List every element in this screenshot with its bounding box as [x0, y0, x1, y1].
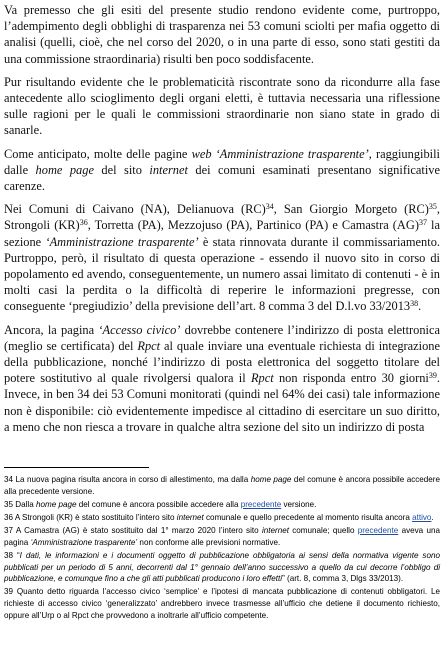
footnote-text: Dalla [13, 499, 36, 509]
paragraph-text: dei comuni esaminati presentano significative carenze. [4, 162, 440, 194]
footnote-text: versione. [281, 499, 317, 509]
precedente-link[interactable]: precedente [240, 499, 282, 509]
italic-term: home page [35, 499, 77, 509]
italic-term: home page [35, 162, 94, 177]
footnote-ref-38[interactable]: 38 [410, 299, 419, 309]
footnote-text: comunale e quello precedente al momento risulta ancora [203, 512, 413, 522]
paragraph-text: al quale inviare una eventuale richiesta di integrazione della pubblicazione, nonché l’indirizzo di posta elettronica del soggetto titolare del potere sostitutivo al quale rivolgersi qualora il [4, 338, 440, 386]
footnotes [4, 474, 440, 623]
footnote-number: 35 [4, 499, 14, 509]
paragraph-text: dovrebbe contenere l’indirizzo di posta elettronica (meglio se certificata) del [4, 322, 440, 353]
footnote-39 [4, 586, 440, 621]
paragraph-text: del sito [93, 162, 150, 177]
paragraph-5 [4, 322, 440, 435]
footnote-ref-39[interactable]: 39 [428, 371, 437, 381]
footnote-text: del comune è ancora possibile accedere alla [76, 499, 241, 509]
paragraph-text: la sezione [4, 218, 440, 249]
precedente-link[interactable]: precedente [357, 526, 399, 536]
footnote-text: Quanto detto riguarda l’accesso civico ‘semplice’ e l’ipotesi di mancata pubblicazione di contenuti obbligatori. Le richieste di accesso civico ‘generalizzato’ andrebbero invece trasmesse all’ufficio che detiene il documento richiesto, oppure all’Urp o al Rpct che provvedono a inoltrarle all’ufficio competente. [4, 587, 440, 620]
footnote-text: . [431, 512, 434, 522]
paragraph-text: Pur risultando evidente che le problematicità riscontrate sono da ricondurre alla fase antecedente allo scioglimento degli organi eletti, è tuttavia necessaria una riflessione sulle ragioni per le quali le commissioni straordinarie non siano state in grado di sanarle. [4, 74, 440, 138]
footnote-number: 37 [4, 526, 14, 536]
footnote-36 [4, 512, 440, 524]
paragraph-text: , San Giorgio Morgeto (RC) [273, 202, 429, 217]
footnote-separator [4, 467, 149, 468]
italic-term: ‘Accesso civico’ [98, 322, 181, 337]
italic-term: ‘Amministrazione trasparente’ [30, 537, 138, 547]
italic-term: home page [250, 475, 292, 484]
paragraph-text: Nei Comuni di Caivano (NA), Delianuova (RC) [4, 202, 266, 217]
paragraph-text: , Strongoli (KR) [4, 202, 440, 233]
paragraph-1 [4, 2, 440, 67]
footnote-text: “ [13, 550, 20, 560]
footnote-35 [4, 499, 440, 511]
italic-quote: I dati, le informazioni e i documenti oggetto di pubblicazione obbligatoria ai sensi della normativa vigente sono pubblicati per un periodo di 5 anni, decorrenti dal 1° gennaio dell’anno successivo a quello da cui decorre l’obbligo di pubblicazione, e comunque fino a che gli atti pubblicati producono i loro effetti [4, 550, 440, 584]
footnote-ref-35[interactable]: 35 [428, 202, 437, 212]
footnote-number: 39 [4, 587, 14, 597]
page-body [4, 2, 440, 442]
italic-term: Rpct [250, 371, 274, 386]
footnote-text: del comune è ancora possibile accedere alla precedente versione. [4, 475, 440, 496]
footnote-ref-34[interactable]: 34 [265, 202, 274, 212]
paragraph-4 [4, 201, 440, 314]
italic-term: web ‘Amministrazione trasparente’ [191, 146, 369, 161]
footnote-text: ” (art. 8, comma 3, Dlgs 33/2013). [282, 574, 404, 584]
footnote-number: 36 [4, 512, 14, 522]
footnote-34 [4, 474, 440, 497]
paragraph-text: Ancora, la pagina [4, 322, 99, 337]
footnote-number: 38 [4, 550, 14, 560]
footnote-37 [4, 525, 440, 548]
italic-term: internet [176, 512, 204, 522]
paragraph-text: non risponda entro 30 giorni [273, 371, 429, 386]
footnote-number: 34 [4, 475, 14, 484]
footnote-text: non conforme alle previsioni normative. [137, 537, 281, 547]
paragraph-text: Va premesso che gli esiti del presente studio rendono evidente come, purtroppo, l’adempimento degli obblighi di trasparenza nei 53 comuni sciolti per mafia oggetto di analisi (quelli, cioè, che nel corso del 2020, o in una parte di esso, sono stati gestiti da una commissione straordinaria) risulti ben poco soddisfacente. [4, 3, 440, 66]
italic-term: internet [261, 526, 289, 536]
footnote-38 [4, 550, 440, 585]
paragraph-text: . [418, 299, 422, 314]
paragraph-3 [4, 146, 440, 195]
paragraph-2 [4, 74, 440, 139]
footnote-text: comunale; quello [288, 526, 358, 536]
footnote-ref-36[interactable]: 36 [79, 218, 88, 228]
footnote-text: La nuova pagina risulta ancora in corso di allestimento, ma dalla [13, 475, 251, 484]
footnote-text: A Camastra (AG) è stato sostituito dal 1° marzo 2020 l’intero sito [13, 526, 262, 536]
paragraph-text: , raggiungibili dalle [4, 146, 440, 177]
footnote-text: aveva una pagina [4, 526, 440, 547]
paragraph-text: . Invece, in ben 34 dei 53 Comuni monitorati (quindi nel 64% dei casi) tale informazione non è disponibile: ciò evidentemente impedisce al cittadino di esercitare un suo diritto, a meno che non riesca a trovare in qualche altra sezione del sito un indirizzo di posta [4, 371, 440, 434]
paragraph-text: Come anticipato, molte delle pagine [4, 146, 192, 161]
italic-term: internet [149, 162, 188, 177]
paragraph-text: , Torretta (PA), Mezzojuso (PA), Partinico (PA) e Camastra (AG) [87, 218, 419, 233]
italic-term: Rpct [137, 338, 161, 353]
footnote-ref-37[interactable]: 37 [418, 218, 427, 228]
paragraph-text: è stata rinnovata durante il commissariamento. Purtroppo, però, il risultato di questa operazione - essendo il nuovo sito in corso di popolamento ed avendo, conseguentemente, un numero assai limitato di contenuti - è in molti casi la perdita o la difficoltà di reperire le informazioni pregresse, con conseguente ‘pregiudizio’ della previsione dell’art. 8 comma 3 del D.l.vo 33/2013 [4, 234, 440, 314]
footnote-text: A Strongoli (KR) è stato sostituito l’intero sito [13, 512, 177, 522]
italic-term: ‘Amministrazione trasparente’ [45, 234, 199, 249]
attivo-link[interactable]: attivo [412, 512, 432, 522]
